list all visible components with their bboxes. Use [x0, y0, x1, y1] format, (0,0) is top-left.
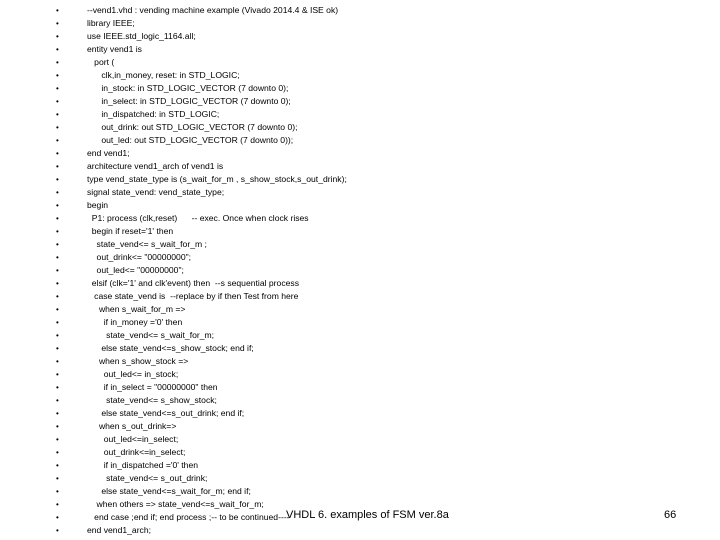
code-line [56, 173, 516, 186]
code-line [56, 147, 516, 160]
bullet-icon: • [56, 123, 59, 132]
code-text: when s_out_drink=> [87, 421, 177, 431]
code-text: if in_money ='0' then [87, 317, 183, 327]
code-line [56, 446, 516, 459]
code-line [56, 199, 516, 212]
bullet-icon: • [56, 357, 59, 366]
bullet-icon: • [56, 474, 59, 483]
code-line [56, 56, 516, 69]
bullet-icon: • [56, 292, 59, 301]
code-line [56, 407, 516, 420]
code-line [56, 4, 516, 17]
code-line [56, 316, 516, 329]
footer-title: VHDL 6. examples of FSM ver.8a [286, 509, 449, 521]
bullet-icon: • [56, 6, 59, 15]
bullet-icon: • [56, 84, 59, 93]
code-line [56, 277, 516, 290]
code-line [56, 251, 516, 264]
code-line [56, 69, 516, 82]
bullet-icon: • [56, 188, 59, 197]
code-text: out_drink: out STD_LOGIC_VECTOR (7 downto 0); [87, 122, 298, 132]
code-text: state_vend<= s_wait_for_m ; [87, 239, 207, 249]
code-line [56, 134, 516, 147]
bullet-icon: • [56, 253, 59, 262]
bullet-icon: • [56, 279, 59, 288]
bullet-icon: • [56, 175, 59, 184]
code-line [56, 186, 516, 199]
code-text: else state_vend<=s_wait_for_m; end if; [87, 486, 251, 496]
bullet-icon: • [56, 344, 59, 353]
bullet-icon: • [56, 149, 59, 158]
bullet-icon: • [56, 448, 59, 457]
code-text: state_vend<= s_show_stock; [87, 395, 217, 405]
code-text: if in_select = "00000000" then [87, 382, 218, 392]
code-line [56, 264, 516, 277]
code-line [56, 420, 516, 433]
code-text: if in_dispatched ='0' then [87, 460, 199, 470]
bullet-icon: • [56, 136, 59, 145]
bullet-icon: • [56, 435, 59, 444]
code-line [56, 485, 516, 498]
code-line [56, 212, 516, 225]
code-text: out_drink<=in_select; [87, 447, 186, 457]
code-line [56, 17, 516, 30]
code-text: elsif (clk='1' and clk'event) then --s sequential process [87, 278, 299, 288]
code-text: when s_wait_for_m => [87, 304, 186, 314]
bullet-icon: • [56, 526, 59, 535]
code-text: state_vend<= s_wait_for_m; [87, 330, 215, 340]
code-line [56, 381, 516, 394]
code-text: else state_vend<=s_show_stock; end if; [87, 343, 254, 353]
code-text: --vend1.vhd : vending machine example (Vivado 2014.4 & ISE ok) [87, 5, 339, 15]
code-text: else state_vend<=s_out_drink; end if; [87, 408, 245, 418]
bullet-icon: • [56, 214, 59, 223]
code-text: type vend_state_type is (s_wait_for_m , s_show_stock,s_out_drink); [87, 174, 347, 184]
code-text: end case ;end if; end process ;-- to be continued---- [87, 512, 290, 522]
code-line [56, 30, 516, 43]
code-text: clk,in_money, reset: in STD_LOGIC; [87, 70, 240, 80]
code-text: signal state_vend: vend_state_type; [87, 187, 225, 197]
code-text: library IEEE; [87, 18, 135, 28]
code-text: begin if reset='1' then [87, 226, 174, 236]
code-text: in_stock: in STD_LOGIC_VECTOR (7 downto 0); [87, 83, 289, 93]
code-text: architecture vend1_arch of vend1 is [87, 161, 224, 171]
bullet-icon: • [56, 396, 59, 405]
code-line [56, 82, 516, 95]
code-text: out_led: out STD_LOGIC_VECTOR (7 downto 0)); [87, 135, 294, 145]
code-text: P1: process (clk,reset) -- exec. Once when clock rises [87, 213, 309, 223]
bullet-icon: • [56, 227, 59, 236]
code-text: begin [87, 200, 109, 210]
bullet-icon: • [56, 370, 59, 379]
bullet-icon: • [56, 331, 59, 340]
bullet-icon: • [56, 305, 59, 314]
code-text: in_select: in STD_LOGIC_VECTOR (7 downto 0); [87, 96, 291, 106]
code-text: out_led<= "00000000"; [87, 265, 184, 275]
bullet-icon: • [56, 500, 59, 509]
bullet-icon: • [56, 513, 59, 522]
bullet-icon: • [56, 201, 59, 210]
code-line [56, 342, 516, 355]
bullet-icon: • [56, 240, 59, 249]
code-text: when others => state_vend<=s_wait_for_m; [87, 499, 264, 509]
bullet-icon: • [56, 422, 59, 431]
code-text: state_vend<= s_out_drink; [87, 473, 208, 483]
bullet-icon: • [56, 383, 59, 392]
code-line [56, 394, 516, 407]
code-listing [56, 4, 516, 537]
code-line [56, 303, 516, 316]
bullet-icon: • [56, 32, 59, 41]
bullet-icon: • [56, 487, 59, 496]
code-text: out_drink<= "00000000"; [87, 252, 192, 262]
code-text: in_dispatched: in STD_LOGIC; [87, 109, 220, 119]
bullet-icon: • [56, 162, 59, 171]
code-text: entity vend1 is [87, 44, 142, 54]
code-line [56, 108, 516, 121]
code-line [56, 290, 516, 303]
bullet-icon: • [56, 71, 59, 80]
bullet-icon: • [56, 461, 59, 470]
bullet-icon: • [56, 409, 59, 418]
bullet-icon: • [56, 266, 59, 275]
bullet-icon: • [56, 97, 59, 106]
code-line [56, 329, 516, 342]
code-text: out_led<= in_stock; [87, 369, 179, 379]
code-text: out_led<=in_select; [87, 434, 179, 444]
code-text: port ( [87, 57, 115, 67]
code-text: case state_vend is --replace by if then Test from here [87, 291, 299, 301]
code-text: when s_show_stock => [87, 356, 189, 366]
code-text: end vend1_arch; [87, 525, 152, 535]
code-line [56, 433, 516, 446]
code-line [56, 43, 516, 56]
bullet-icon: • [56, 58, 59, 67]
bullet-icon: • [56, 45, 59, 54]
code-text: end vend1; [87, 148, 130, 158]
code-line [56, 225, 516, 238]
code-line [56, 524, 516, 537]
code-line [56, 121, 516, 134]
bullet-icon: • [56, 318, 59, 327]
code-line [56, 368, 516, 381]
code-line [56, 160, 516, 173]
code-line [56, 472, 516, 485]
page-number: 66 [664, 509, 677, 521]
bullet-icon: • [56, 19, 59, 28]
code-line [56, 459, 516, 472]
code-line [56, 95, 516, 108]
bullet-icon: • [56, 110, 59, 119]
code-text: use IEEE.std_logic_1164.all; [87, 31, 196, 41]
code-line [56, 355, 516, 368]
code-line [56, 238, 516, 251]
